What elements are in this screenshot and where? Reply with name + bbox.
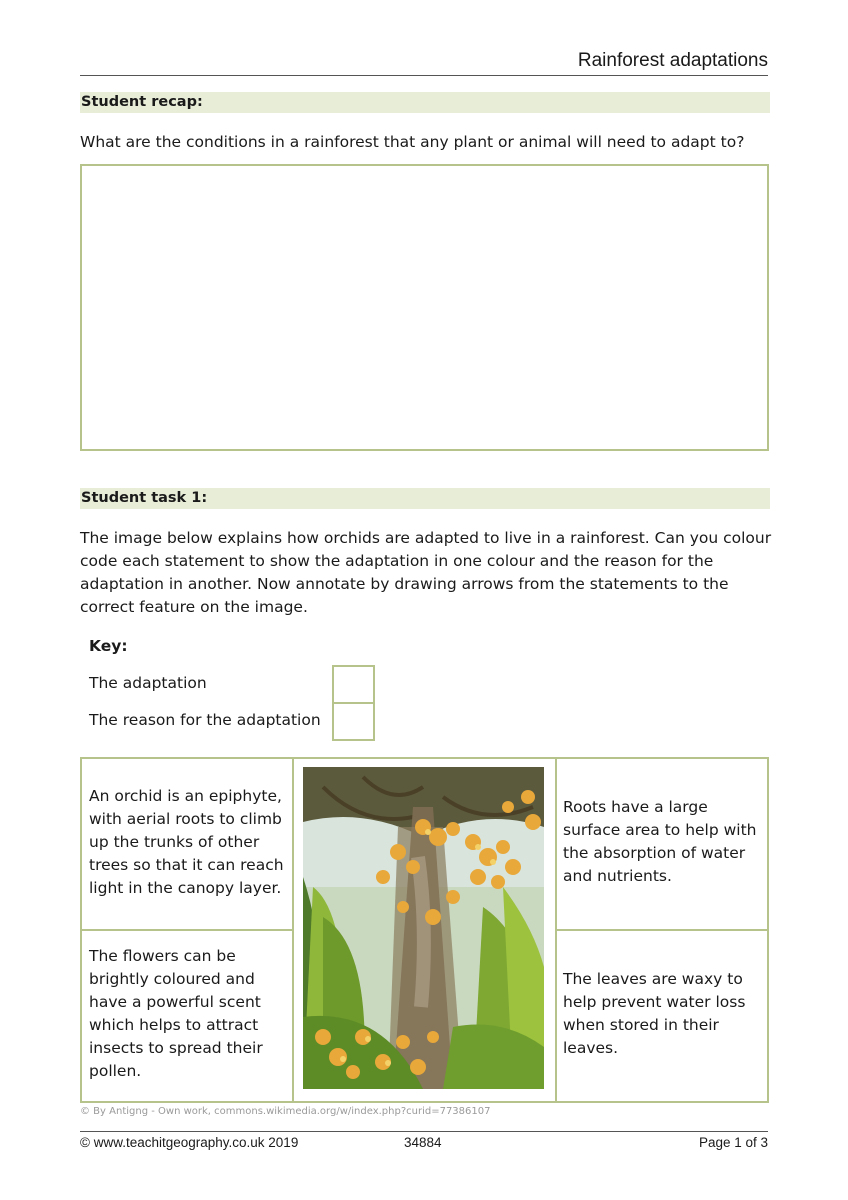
orchid-photo <box>303 767 544 1089</box>
footer-page-number: Page 1 of 3 <box>698 1135 768 1150</box>
key-colour-box-adaptation[interactable] <box>332 665 375 704</box>
key-title: Key: <box>89 637 128 655</box>
statement-roots[interactable]: Roots have a large surface area to help with the absorption of water and nutrients. <box>563 798 757 885</box>
instruction-line: The image below explains how orchids are adapted to live in a rainforest. Can you colour <box>80 529 772 547</box>
task1-heading-bar <box>80 488 770 509</box>
key-colour-box-reason[interactable] <box>332 702 375 741</box>
image-credit: © By Antigng - Own work, commons.wikimedia.org/w/index.php?curid=77386107 <box>80 1106 491 1117</box>
grid-divider <box>556 929 767 931</box>
recap-answer-box[interactable] <box>80 164 769 451</box>
footer-rule <box>80 1131 768 1132</box>
recap-heading-bar <box>80 92 770 113</box>
recap-question: What are the conditions in a rainforest that any plant or animal will need to adapt to? <box>80 133 745 151</box>
instruction-line: adaptation in another. Now annotate by drawing arrows from the statements to the <box>80 575 729 593</box>
footer-copyright: © www.teachitgeography.co.uk 2019 <box>80 1135 299 1150</box>
key-item-reason: The reason for the adaptation <box>89 711 321 729</box>
title-rule <box>80 75 768 76</box>
grid-divider <box>82 929 293 931</box>
key-item-adaptation: The adaptation <box>89 674 207 692</box>
recap-heading: Student recap: <box>81 94 203 110</box>
instruction-line: code each statement to show the adaptation in one colour and the reason for the <box>80 552 714 570</box>
task1-instructions <box>80 527 780 619</box>
footer-code: 34884 <box>404 1135 442 1150</box>
task1-heading: Student task 1: <box>81 490 208 506</box>
statement-flowers[interactable]: The flowers can be brightly coloured and have a powerful scent which helps to attract insects to spread their pollen. <box>89 947 263 1080</box>
statement-epiphyte[interactable]: An orchid is an epiphyte, with aerial roots to climb up the trunks of other trees so that it can reach light in the canopy layer. <box>89 787 284 897</box>
statement-leaves[interactable]: The leaves are waxy to help prevent water loss when stored in their leaves. <box>563 970 746 1057</box>
instruction-line: correct feature on the image. <box>80 598 308 616</box>
page-title: Rainforest adaptations <box>577 50 768 71</box>
